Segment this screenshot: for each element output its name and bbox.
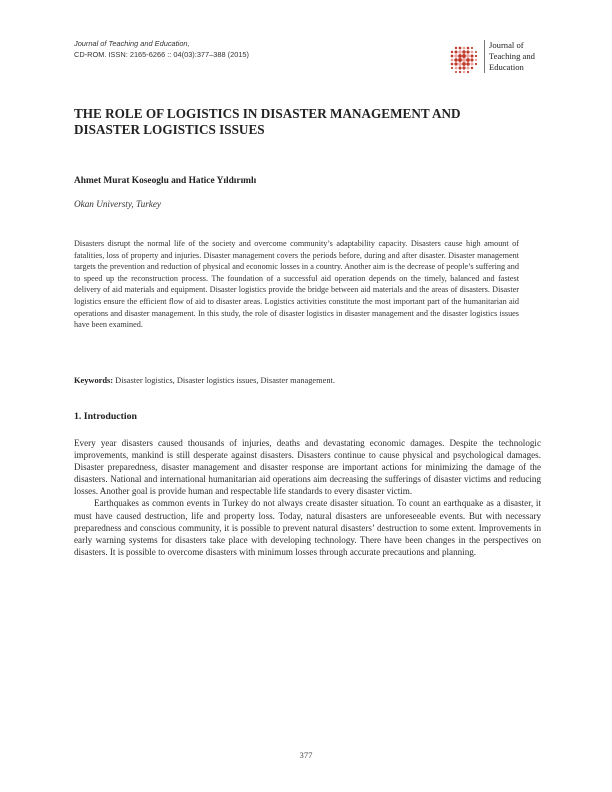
logo-dot	[470, 58, 473, 61]
logo-dot	[475, 63, 477, 65]
logo-dot	[451, 67, 453, 69]
logo-dot	[458, 58, 462, 62]
logo-dot	[466, 58, 470, 62]
logo-dot	[455, 71, 457, 73]
logo-dot	[458, 66, 461, 69]
logo-dot	[475, 51, 477, 53]
logo-text-line-3: Education	[489, 62, 524, 72]
journal-logo	[446, 38, 556, 84]
logo-dot	[462, 62, 466, 66]
body-text	[74, 437, 541, 558]
paper-title-line-2: DISASTER LOGISTICS ISSUES	[74, 122, 265, 137]
logo-dot	[462, 54, 466, 58]
logo-dot	[463, 71, 465, 73]
logo-dot	[458, 54, 462, 58]
paper-title	[74, 106, 544, 138]
logo-dot	[454, 54, 457, 57]
keywords-list: Disaster logistics, Disaster logistics issues, Disaster management.	[113, 376, 335, 385]
logo-dot	[463, 47, 466, 50]
logo-dot	[475, 59, 477, 61]
logo-dot	[459, 71, 461, 73]
logo-dot	[471, 51, 474, 54]
keywords	[74, 376, 519, 385]
logo-dot	[475, 55, 477, 57]
logo-dot	[462, 58, 466, 62]
logo-dot	[455, 47, 457, 49]
logo-dot	[467, 47, 470, 50]
logo-dot	[454, 50, 457, 53]
logo-dot	[466, 54, 470, 58]
page-number: 377	[299, 750, 313, 760]
logo-dot	[462, 66, 465, 69]
keywords-label: Keywords:	[74, 376, 114, 385]
logo-dot	[462, 50, 466, 54]
logo-dot	[471, 63, 474, 66]
journal-name-line: Journal of Teaching and Education,	[74, 39, 190, 48]
logo-dot	[470, 54, 473, 57]
logo-dot	[458, 62, 462, 66]
logo-dot	[466, 50, 469, 53]
logo-dot	[466, 62, 470, 66]
logo-text-line-2: Teaching and	[489, 51, 535, 61]
journal-logo-text	[484, 40, 535, 73]
logo-dot	[459, 47, 462, 50]
logo-dot	[451, 59, 454, 62]
logo-dot	[458, 50, 461, 53]
logo-text-line-1: Journal of	[489, 40, 524, 50]
logo-dot	[467, 71, 469, 73]
logo-dot	[471, 47, 473, 49]
paragraph-1: Every year disasters caused thousands of injuries, deaths and devastating economic damages. Despite the technologic improvements, mankind is still desperate against disasters. Disasters continue to cause physical and psychological damages. Disaster preparedness, disaster management and disaster response are important actions for minimizing the damage of the disasters. National and international humanitarian aid operations aim decreasing the sufferings of disaster victims and reducing losses. Another goal is provide human and respectable life standards to every disaster victim.	[74, 438, 541, 497]
logo-dot	[451, 63, 454, 66]
authors: Ahmet Murat Koseoglu and Hatice Yıldırımlı	[74, 176, 257, 186]
issn-line: CD-ROM. ISSN: 2165-6266 :: 04(03):377–388 (2015)	[74, 50, 250, 59]
logo-dot	[454, 62, 457, 65]
affiliation: Okan Universty, Turkey	[74, 199, 162, 209]
logo-dot	[455, 67, 458, 70]
section-heading: 1. Introduction	[74, 411, 137, 422]
paper-title-line-1: THE ROLE OF LOGISTICS IN DISASTER MANAGEMENT AND	[74, 106, 461, 121]
logo-dot	[451, 51, 453, 53]
journal-citation	[74, 38, 249, 60]
logo-dot	[451, 55, 454, 58]
abstract: Disasters disrupt the normal life of the society and overcome community’s adaptability capacity. Disasters cause high amount of fatalities, loss of property and injuries. Disaster management covers the periods before, during and after disaster. Disaster management targets the prevention and reduction of physical and economic losses in a country. Another aim is the decrease of people’s suffering and to speed up the reconstruction process. The foundation of a successful aid operation depends on the timely, balanced and fastest delivery of aid materials and equipment. Disaster logistics provide the bridge between aid materials and the areas of disasters. Disaster logistics ensure the efficient flow of aid to disaster areas. Logistics activities constitute the most important part of the humanitarian aid operations and disaster management. In this study, the role of disaster logistics in disaster management and the disaster logistics issues have been examined.	[74, 239, 519, 330]
journal-logo-icon	[446, 42, 480, 76]
logo-dot	[454, 58, 458, 62]
paragraph-2: Earthquakes as common events in Turkey do not always create disaster situation. To count an earthquake as a disaster, it must have caused destruction, life and property loss. Today, natural disasters are unforeseeable events. But with necessary preparedness and conscious community, it is possible to prevent natural disasters’ destruction to some extent. Improvements in early warning systems for disasters take place with developing technology. There have been changes in the perspectives on disasters. It is possible to overcome disasters with minimum losses through accurate precautions and planning.	[74, 498, 541, 557]
logo-dot	[467, 67, 470, 70]
logo-dot	[471, 67, 473, 69]
